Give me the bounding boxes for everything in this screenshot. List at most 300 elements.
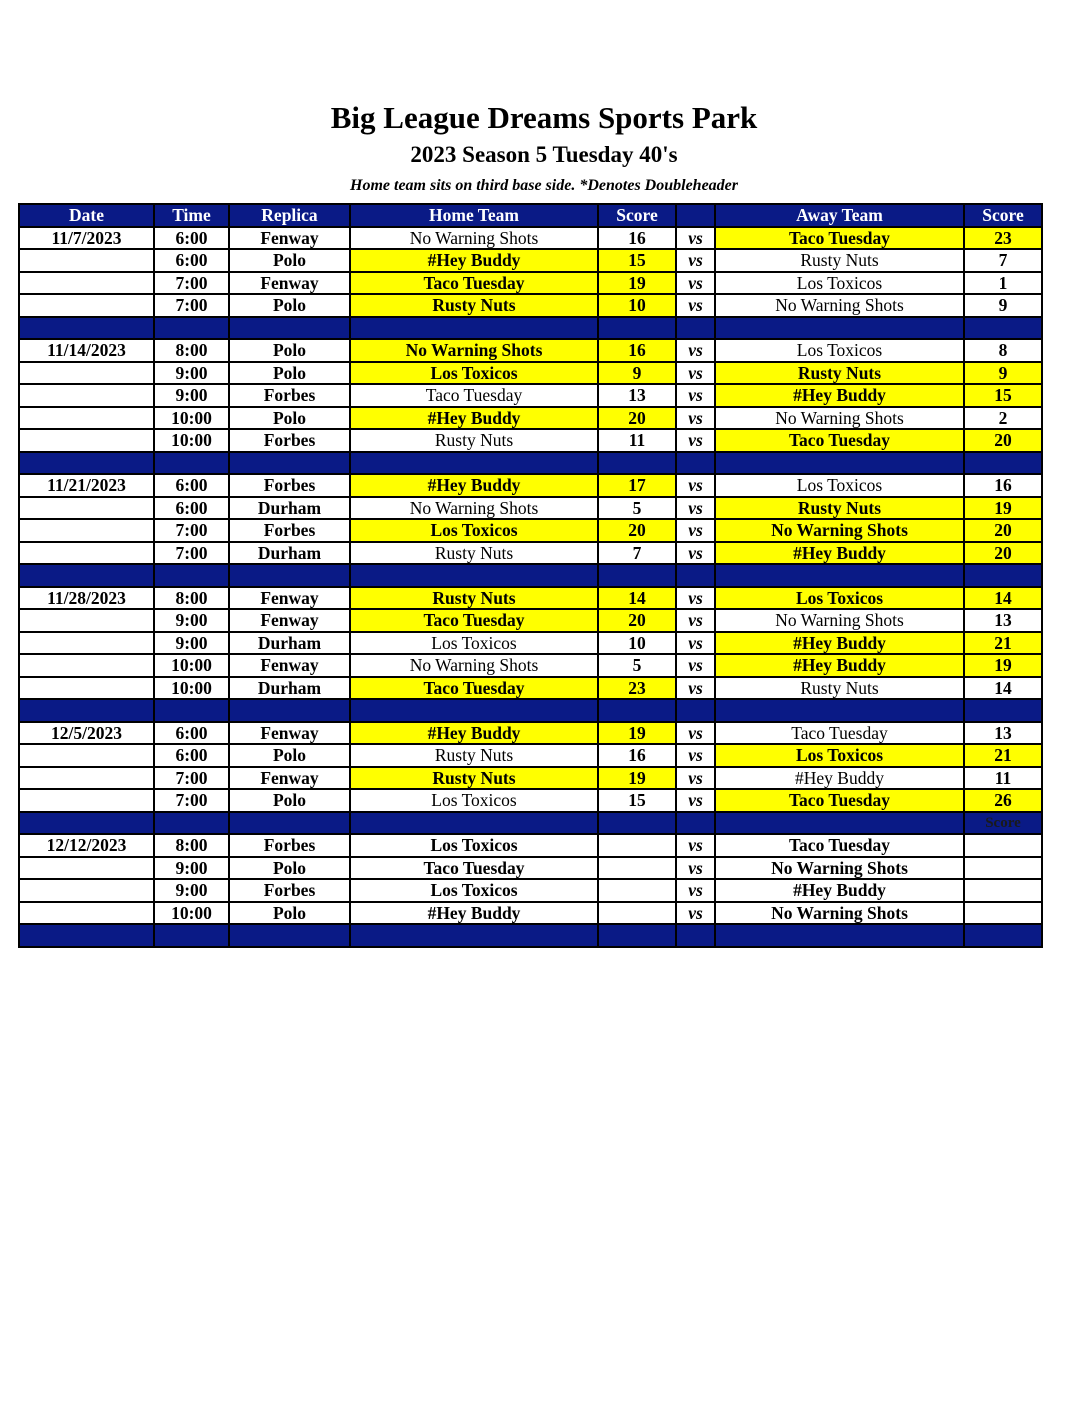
away-team-cell: No Warning Shots (715, 519, 964, 542)
replica-cell: Fenway (229, 722, 350, 745)
home-team-cell: Los Toxicos (350, 519, 598, 542)
separator-cell (598, 564, 676, 587)
vs-cell: vs (676, 902, 715, 925)
col-header-vs (676, 204, 715, 227)
separator-cell (964, 924, 1042, 947)
col-header-home-team: Home Team (350, 204, 598, 227)
table-row (19, 722, 1042, 745)
away-score-cell: 20 (964, 429, 1042, 452)
home-score-cell: 13 (598, 384, 676, 407)
away-score-cell (964, 902, 1042, 925)
away-team-cell: Los Toxicos (715, 272, 964, 295)
separator-cell (676, 452, 715, 475)
date-cell (19, 744, 154, 767)
table-row (19, 902, 1042, 925)
away-score-cell: 26 (964, 789, 1042, 812)
separator-cell (715, 924, 964, 947)
home-team-cell: No Warning Shots (350, 339, 598, 362)
date-cell: 11/21/2023 (19, 474, 154, 497)
home-team-cell: #Hey Buddy (350, 407, 598, 430)
time-cell: 6:00 (154, 497, 229, 520)
date-cell: 11/14/2023 (19, 339, 154, 362)
vs-cell: vs (676, 879, 715, 902)
date-cell: 11/28/2023 (19, 587, 154, 610)
table-row (19, 227, 1042, 250)
vs-cell: vs (676, 857, 715, 880)
time-cell: 9:00 (154, 362, 229, 385)
replica-cell: Fenway (229, 767, 350, 790)
table-row (19, 339, 1042, 362)
date-cell (19, 632, 154, 655)
home-score-cell: 19 (598, 272, 676, 295)
home-score-cell: 15 (598, 789, 676, 812)
date-cell (19, 519, 154, 542)
separator-cell (19, 699, 154, 722)
col-header-replica: Replica (229, 204, 350, 227)
time-cell: 7:00 (154, 789, 229, 812)
home-score-cell: 15 (598, 249, 676, 272)
home-team-cell: Los Toxicos (350, 632, 598, 655)
separator-cell (964, 317, 1042, 340)
home-team-cell: Taco Tuesday (350, 272, 598, 295)
time-cell: 6:00 (154, 722, 229, 745)
date-cell: 11/7/2023 (19, 227, 154, 250)
time-cell: 9:00 (154, 609, 229, 632)
away-score-cell (964, 857, 1042, 880)
time-cell: 6:00 (154, 744, 229, 767)
week-separator-row (19, 564, 1042, 587)
home-score-cell: 16 (598, 227, 676, 250)
vs-cell: vs (676, 722, 715, 745)
table-row (19, 744, 1042, 767)
replica-cell: Fenway (229, 609, 350, 632)
vs-cell: vs (676, 474, 715, 497)
table-row (19, 384, 1042, 407)
vs-cell: vs (676, 519, 715, 542)
away-team-cell: No Warning Shots (715, 407, 964, 430)
home-team-cell: Rusty Nuts (350, 294, 598, 317)
col-header-date: Date (19, 204, 154, 227)
home-team-cell: Taco Tuesday (350, 609, 598, 632)
replica-cell: Durham (229, 677, 350, 700)
home-score-cell (598, 879, 676, 902)
separator-cell (154, 924, 229, 947)
away-score-cell: 19 (964, 654, 1042, 677)
vs-cell: vs (676, 587, 715, 610)
away-team-cell: Taco Tuesday (715, 834, 964, 857)
week-separator-row (19, 699, 1042, 722)
time-cell: 10:00 (154, 654, 229, 677)
vs-cell: vs (676, 654, 715, 677)
separator-cell (154, 699, 229, 722)
date-cell (19, 407, 154, 430)
time-cell: 7:00 (154, 542, 229, 565)
separator-cell (676, 924, 715, 947)
away-score-cell: 21 (964, 744, 1042, 767)
away-team-cell: #Hey Buddy (715, 384, 964, 407)
replica-cell: Polo (229, 902, 350, 925)
away-score-cell: 20 (964, 519, 1042, 542)
date-cell (19, 362, 154, 385)
vs-cell: vs (676, 249, 715, 272)
home-team-cell: No Warning Shots (350, 227, 598, 250)
home-team-cell: Los Toxicos (350, 362, 598, 385)
table-header-row (19, 204, 1042, 227)
away-team-cell: No Warning Shots (715, 902, 964, 925)
vs-cell: vs (676, 744, 715, 767)
separator-cell (19, 317, 154, 340)
vs-cell: vs (676, 407, 715, 430)
col-header-away-score: Score (964, 204, 1042, 227)
replica-cell: Polo (229, 362, 350, 385)
table-row (19, 834, 1042, 857)
away-score-cell: 7 (964, 249, 1042, 272)
separator-cell (19, 924, 154, 947)
date-cell: 12/5/2023 (19, 722, 154, 745)
replica-cell: Forbes (229, 879, 350, 902)
table-row (19, 474, 1042, 497)
away-team-cell: No Warning Shots (715, 609, 964, 632)
replica-cell: Polo (229, 857, 350, 880)
vs-cell: vs (676, 497, 715, 520)
separator-cell (598, 924, 676, 947)
time-cell: 9:00 (154, 857, 229, 880)
separator-cell (229, 564, 350, 587)
separator-cell (964, 452, 1042, 475)
date-cell (19, 384, 154, 407)
away-team-cell: No Warning Shots (715, 857, 964, 880)
separator-cell (715, 812, 964, 835)
replica-cell: Polo (229, 744, 350, 767)
separator-cell (19, 812, 154, 835)
replica-cell: Polo (229, 249, 350, 272)
home-score-cell: 7 (598, 542, 676, 565)
away-team-cell: Los Toxicos (715, 587, 964, 610)
replica-cell: Fenway (229, 272, 350, 295)
table-row (19, 857, 1042, 880)
week-separator-row (19, 812, 1042, 835)
date-cell (19, 767, 154, 790)
date-cell (19, 857, 154, 880)
time-cell: 7:00 (154, 272, 229, 295)
schedule-note: Home team sits on third base side. *Denotes Doubleheader (350, 177, 738, 194)
replica-cell: Fenway (229, 227, 350, 250)
table-row (19, 519, 1042, 542)
separator-cell (154, 317, 229, 340)
table-row (19, 767, 1042, 790)
vs-cell: vs (676, 384, 715, 407)
home-score-cell (598, 834, 676, 857)
away-score-cell: 13 (964, 609, 1042, 632)
home-team-cell: Rusty Nuts (350, 744, 598, 767)
home-team-cell: #Hey Buddy (350, 722, 598, 745)
replica-cell: Durham (229, 497, 350, 520)
week-separator-row (19, 317, 1042, 340)
time-cell: 10:00 (154, 429, 229, 452)
away-team-cell: #Hey Buddy (715, 654, 964, 677)
home-team-cell: No Warning Shots (350, 497, 598, 520)
away-team-cell: Taco Tuesday (715, 722, 964, 745)
separator-cell (598, 812, 676, 835)
time-cell: 10:00 (154, 677, 229, 700)
page-subtitle: 2023 Season 5 Tuesday 40's (410, 142, 678, 167)
home-score-cell: 10 (598, 294, 676, 317)
home-team-cell: Rusty Nuts (350, 542, 598, 565)
separator-score-caption: Score (964, 812, 1042, 835)
vs-cell: vs (676, 362, 715, 385)
date-cell (19, 429, 154, 452)
date-cell (19, 294, 154, 317)
table-row (19, 632, 1042, 655)
home-score-cell: 9 (598, 362, 676, 385)
date-cell: 12/12/2023 (19, 834, 154, 857)
time-cell: 6:00 (154, 227, 229, 250)
home-team-cell: Los Toxicos (350, 879, 598, 902)
away-score-cell: 8 (964, 339, 1042, 362)
away-score-cell: 1 (964, 272, 1042, 295)
vs-cell: vs (676, 339, 715, 362)
away-team-cell: Rusty Nuts (715, 497, 964, 520)
away-score-cell: 14 (964, 677, 1042, 700)
separator-cell (229, 924, 350, 947)
away-score-cell: 23 (964, 227, 1042, 250)
home-score-cell (598, 857, 676, 880)
date-cell (19, 902, 154, 925)
separator-cell (676, 699, 715, 722)
replica-cell: Polo (229, 789, 350, 812)
home-team-cell: Los Toxicos (350, 789, 598, 812)
time-cell: 7:00 (154, 294, 229, 317)
home-score-cell: 5 (598, 654, 676, 677)
away-team-cell: Taco Tuesday (715, 429, 964, 452)
separator-cell (154, 452, 229, 475)
vs-cell: vs (676, 632, 715, 655)
time-cell: 7:00 (154, 767, 229, 790)
date-cell (19, 609, 154, 632)
separator-cell (19, 564, 154, 587)
date-cell (19, 542, 154, 565)
replica-cell: Polo (229, 339, 350, 362)
vs-cell: vs (676, 227, 715, 250)
separator-cell (229, 317, 350, 340)
away-score-cell (964, 879, 1042, 902)
week-separator-row (19, 924, 1042, 947)
date-cell (19, 789, 154, 812)
away-team-cell: Los Toxicos (715, 744, 964, 767)
home-team-cell: No Warning Shots (350, 654, 598, 677)
separator-cell (715, 317, 964, 340)
table-row (19, 272, 1042, 295)
separator-cell (598, 317, 676, 340)
separator-cell (715, 699, 964, 722)
away-score-cell: 9 (964, 362, 1042, 385)
separator-cell (715, 452, 964, 475)
away-team-cell: #Hey Buddy (715, 542, 964, 565)
replica-cell: Forbes (229, 834, 350, 857)
vs-cell: vs (676, 609, 715, 632)
vs-cell: vs (676, 677, 715, 700)
table-row (19, 587, 1042, 610)
replica-cell: Forbes (229, 384, 350, 407)
table-row (19, 789, 1042, 812)
away-score-cell: 13 (964, 722, 1042, 745)
table-row (19, 362, 1042, 385)
date-cell (19, 654, 154, 677)
separator-cell (154, 812, 229, 835)
separator-cell (350, 699, 598, 722)
away-score-cell: 15 (964, 384, 1042, 407)
vs-cell: vs (676, 542, 715, 565)
home-team-cell: Rusty Nuts (350, 429, 598, 452)
table-row (19, 429, 1042, 452)
vs-cell: vs (676, 294, 715, 317)
home-team-cell: #Hey Buddy (350, 902, 598, 925)
away-team-cell: #Hey Buddy (715, 879, 964, 902)
table-row (19, 407, 1042, 430)
separator-cell (964, 564, 1042, 587)
table-row (19, 497, 1042, 520)
away-team-cell: Taco Tuesday (715, 227, 964, 250)
home-score-cell: 14 (598, 587, 676, 610)
separator-cell (715, 564, 964, 587)
vs-cell: vs (676, 272, 715, 295)
time-cell: 10:00 (154, 902, 229, 925)
replica-cell: Fenway (229, 587, 350, 610)
col-header-time: Time (154, 204, 229, 227)
home-score-cell: 19 (598, 722, 676, 745)
home-score-cell: 17 (598, 474, 676, 497)
home-team-cell: #Hey Buddy (350, 249, 598, 272)
home-score-cell: 16 (598, 744, 676, 767)
away-team-cell: Rusty Nuts (715, 362, 964, 385)
page-title: Big League Dreams Sports Park (330, 100, 758, 135)
separator-cell (598, 452, 676, 475)
table-row (19, 879, 1042, 902)
separator-cell (676, 564, 715, 587)
away-score-cell: 14 (964, 587, 1042, 610)
time-cell: 9:00 (154, 632, 229, 655)
col-header-away-team: Away Team (715, 204, 964, 227)
time-cell: 10:00 (154, 407, 229, 430)
home-score-cell: 23 (598, 677, 676, 700)
away-team-cell: Rusty Nuts (715, 677, 964, 700)
separator-cell (229, 812, 350, 835)
home-score-cell (598, 902, 676, 925)
table-row (19, 654, 1042, 677)
table-row (19, 294, 1042, 317)
week-separator-row (19, 452, 1042, 475)
time-cell: 6:00 (154, 249, 229, 272)
away-score-cell: 2 (964, 407, 1042, 430)
home-score-cell: 19 (598, 767, 676, 790)
away-score-cell: 11 (964, 767, 1042, 790)
table-row (19, 249, 1042, 272)
vs-cell: vs (676, 767, 715, 790)
table-row (19, 542, 1042, 565)
separator-cell (964, 699, 1042, 722)
away-score-cell (964, 834, 1042, 857)
time-cell: 8:00 (154, 339, 229, 362)
separator-cell (676, 812, 715, 835)
date-cell (19, 497, 154, 520)
away-score-cell: 19 (964, 497, 1042, 520)
home-score-cell: 20 (598, 609, 676, 632)
separator-cell (229, 452, 350, 475)
time-cell: 7:00 (154, 519, 229, 542)
time-cell: 8:00 (154, 587, 229, 610)
separator-cell (229, 699, 350, 722)
separator-cell (154, 564, 229, 587)
away-team-cell: Los Toxicos (715, 474, 964, 497)
replica-cell: Forbes (229, 474, 350, 497)
separator-cell (350, 812, 598, 835)
time-cell: 8:00 (154, 834, 229, 857)
separator-cell (676, 317, 715, 340)
home-score-cell: 5 (598, 497, 676, 520)
away-score-cell: 16 (964, 474, 1042, 497)
date-cell (19, 677, 154, 700)
replica-cell: Durham (229, 632, 350, 655)
home-team-cell: Los Toxicos (350, 834, 598, 857)
home-score-cell: 16 (598, 339, 676, 362)
away-team-cell: No Warning Shots (715, 294, 964, 317)
home-team-cell: #Hey Buddy (350, 474, 598, 497)
table-row (19, 609, 1042, 632)
replica-cell: Durham (229, 542, 350, 565)
vs-cell: vs (676, 834, 715, 857)
col-header-home-score: Score (598, 204, 676, 227)
time-cell: 9:00 (154, 879, 229, 902)
away-team-cell: Los Toxicos (715, 339, 964, 362)
away-team-cell: Taco Tuesday (715, 789, 964, 812)
away-team-cell: Rusty Nuts (715, 249, 964, 272)
replica-cell: Polo (229, 407, 350, 430)
away-score-cell: 20 (964, 542, 1042, 565)
home-team-cell: Taco Tuesday (350, 677, 598, 700)
away-team-cell: #Hey Buddy (715, 632, 964, 655)
table-row (19, 677, 1042, 700)
date-cell (19, 272, 154, 295)
away-score-cell: 9 (964, 294, 1042, 317)
schedule-table (18, 203, 1043, 948)
away-score-cell: 21 (964, 632, 1042, 655)
separator-cell (350, 924, 598, 947)
replica-cell: Fenway (229, 654, 350, 677)
separator-cell (19, 452, 154, 475)
separator-cell (598, 699, 676, 722)
home-team-cell: Rusty Nuts (350, 767, 598, 790)
away-team-cell: #Hey Buddy (715, 767, 964, 790)
date-cell (19, 879, 154, 902)
replica-cell: Polo (229, 294, 350, 317)
separator-cell (350, 564, 598, 587)
replica-cell: Forbes (229, 519, 350, 542)
date-cell (19, 249, 154, 272)
vs-cell: vs (676, 429, 715, 452)
time-cell: 9:00 (154, 384, 229, 407)
home-team-cell: Taco Tuesday (350, 384, 598, 407)
replica-cell: Forbes (229, 429, 350, 452)
time-cell: 6:00 (154, 474, 229, 497)
home-score-cell: 20 (598, 519, 676, 542)
home-team-cell: Taco Tuesday (350, 857, 598, 880)
vs-cell: vs (676, 789, 715, 812)
home-team-cell: Rusty Nuts (350, 587, 598, 610)
home-score-cell: 11 (598, 429, 676, 452)
separator-cell (350, 452, 598, 475)
separator-cell (350, 317, 598, 340)
home-score-cell: 10 (598, 632, 676, 655)
